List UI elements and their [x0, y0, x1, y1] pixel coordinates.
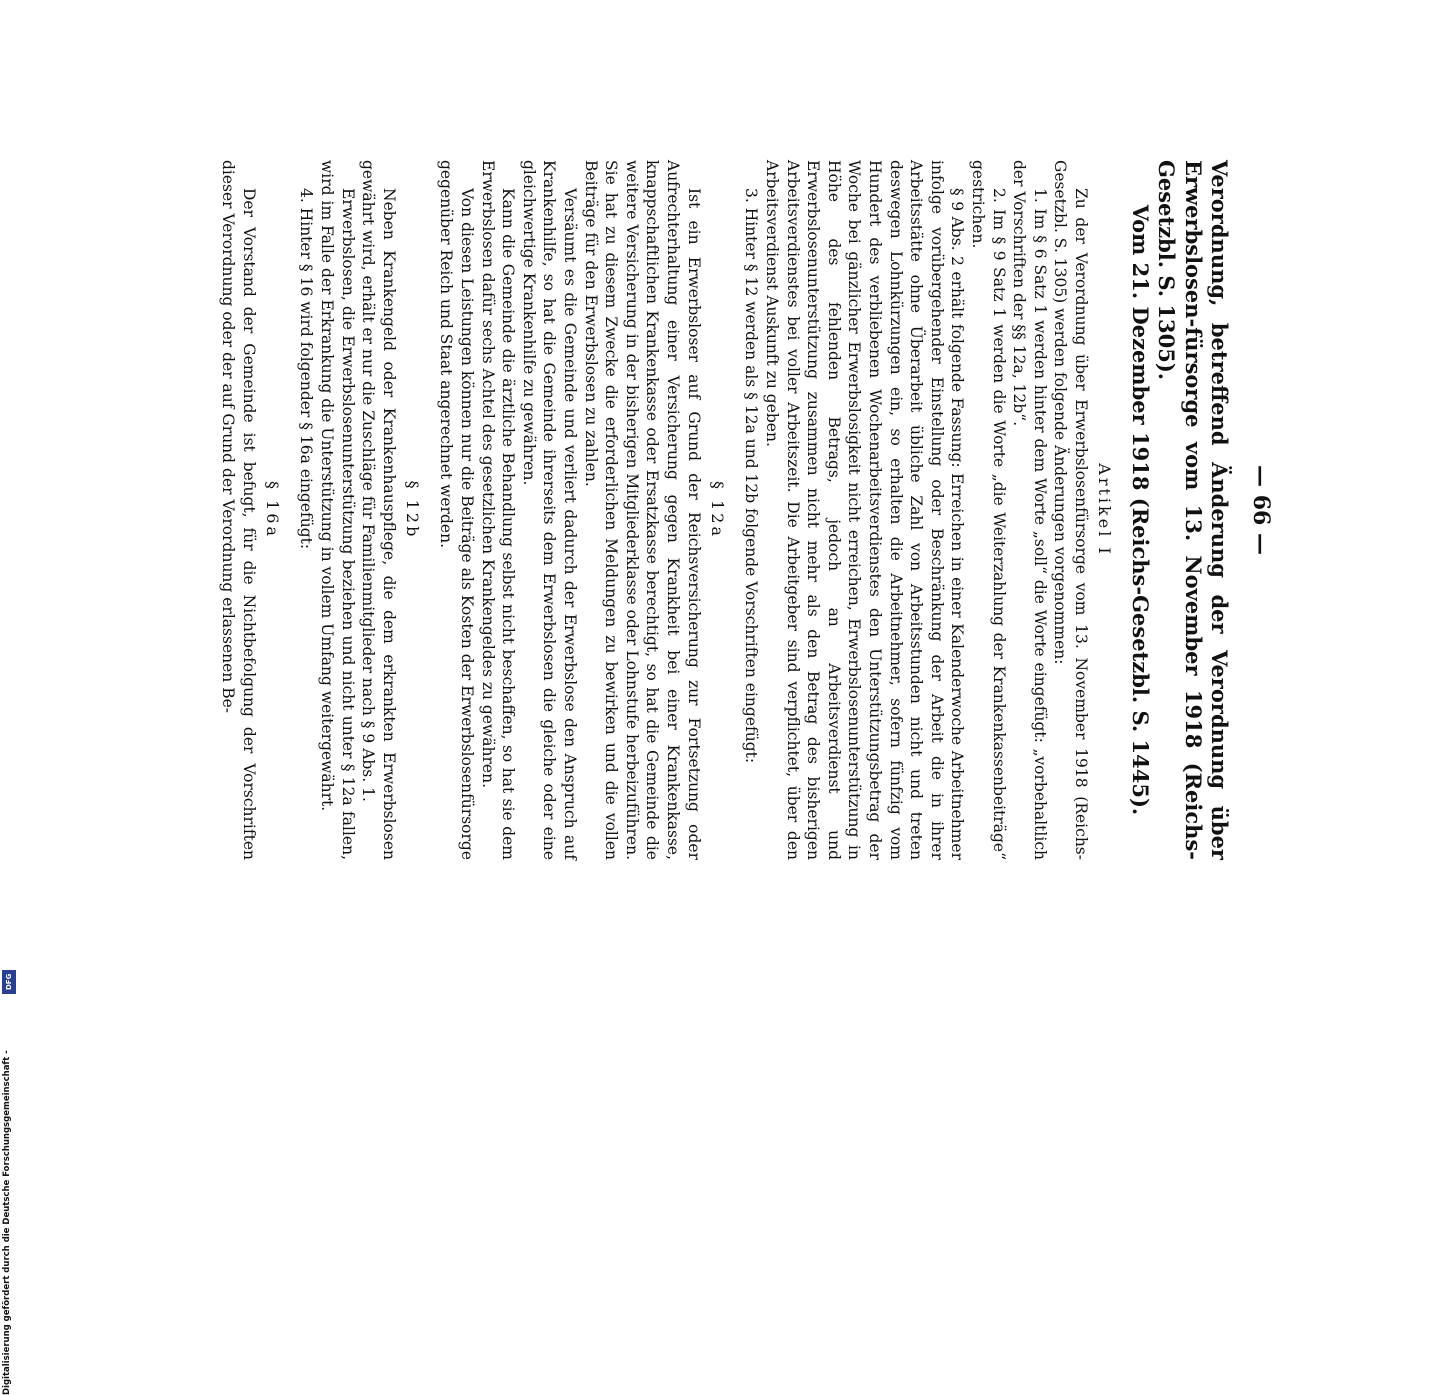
body-paragraph: 4. Hinter § 16 wird folgender § 16a eingefügt:	[297, 188, 316, 550]
section-paragraph: Ist ein Erwerbsloser auf Grund der Reichsversicherung zur Fortsetzung oder Aufrechterhaltung einer Versicherung gegen Krankheit bei einer Krankenkasse, knappschaftlichen Krankenkasse oder Ersatzkasse berechtigt, so hat die Gemeinde die weitere Versicherung in der bisherigen Mitgliederklasse oder Lohnstufe herbeizuführen. Sie hat zu diesem Zwecke die erforderlichen Meldungen zu bewirken und die vollen Beiträge für den Erwerbslosen zu zahlen.	[581, 160, 703, 860]
section-paragraph: Kann die Gemeinde die ärztliche Behandlung selbst nicht beschaffen, so hat sie dem Erwerbslosen dafür sechs Achtel des gesetzlichen Krankengeldes zu gewähren.	[478, 160, 518, 860]
dfg-logo: DFG	[2, 970, 16, 994]
section-paragraph: Versäumt es die Gemeinde und verliert dadurch der Erwerbslose den Anspruch auf Krankenhilfe, so hat die Gemeinde ihrerseits dem Erwerbslosen die gleiche oder eine gleichwertige Krankenhilfe zu gewähren.	[519, 160, 580, 860]
section-paragraph: Von diesen Leistungen können nur die Beiträge als Kosten der Erwerbslosenfürsorge gegenüber Reich und Staat angerechnet werden.	[437, 160, 476, 860]
section-heading-12a: § 12a	[707, 481, 727, 539]
section-heading-12b: § 12b	[402, 480, 422, 540]
body-paragraph: § 9 Abs. 2 erhält folgende Fassung: Erreichen in einer Kalenderwoche Arbeitnehmer infolge vorübergehender Einstellung oder Beschränkung der Arbeit die in ihrer Arbeitsstätte ohne Überarbeit übliche Zahl von Arbeitsstunden nicht und treten deswegen Lohnkürzungen ein, so erhalten die Arbeitnehmer, sofern fünfzig vom Hundert des verbliebenen Wochenarbeitsverdienstes den Unterstützungsbetrag der Woche bei gänzlicher Erwerbslosigkeit nicht erreichen, Erwerbslosenunterstützung in Höhe des fehlenden Betrags, jedoch an Arbeitsverdienst und Erwerbslosenunterstützung zusammen nicht mehr als den Betrag des bisherigen Arbeitsverdienstes bei voller Arbeitszeit. Die Arbeitgeber sind verpflichtet, über den Arbeitsverdienst Auskunft zu geben.	[762, 160, 967, 860]
page-number: — 66 —	[1248, 465, 1274, 555]
section-paragraph: Erwerbslosen, die Erwerbslosenunterstützung beziehen und nicht unter § 12a fallen, wird im Falle der Erkrankung die Unterstützung in vollem Umfang weitergewährt.	[317, 160, 357, 860]
digitization-credit: Digitalisierung gefördert durch die Deutsche Forschungsgemeinschaft -	[2, 1050, 12, 1395]
section-paragraph: Der Vorstand der Gemeinde ist befugt, für die Nichtbefolgung der Vorschriften dieser Verordnung oder der auf Grund der Verordnung erlassenen Be-	[219, 160, 258, 860]
document-title: Verordnung, betreffend Änderung der Verordnung über Erwerbslosen-fürsorge vom 13. November 1918 (Reichs-Gesetzbl. S. 1305).	[1154, 160, 1232, 860]
section-paragraph: Neben Krankengeld oder Krankenhauspflege, die dem erkrankten Erwerbslosen gewährt wird, erhält er nur die Zuschläge für Familienmitglieder nach § 9 Abs. 1.	[359, 160, 398, 860]
article-heading: Artikel I	[1095, 463, 1115, 557]
body-paragraph: Zu der Verordnung über Erwerbslosenfürsorge vom 13. November 1918 (Reichs-Gesetzbl. S. 1305) werden folgende Änderungen vorgenommen:	[1051, 160, 1091, 860]
document-date: Vom 21. Dezember 1918 (Reichs-Gesetzbl. S. 1445).	[1128, 204, 1154, 816]
section-heading-16a: § 16a	[262, 481, 282, 539]
document-text	[218, 160, 1274, 860]
body-paragraph: 2. Im § 9 Satz 1 werden die Worte „die Weiterzahlung der Krankenkassenbeiträge“ gestrichen.	[969, 160, 1008, 860]
body-paragraph: 1. Im § 6 Satz 1 werden hinter dem Worte „soll“ die Worte eingefügt: „vorbehaltlich der Vorschriften der §§ 12a, 12b“.	[1010, 160, 1049, 860]
body-paragraph: 3. Hinter § 12 werden als § 12a und 12b folgende Vorschriften eingefügt:	[742, 188, 761, 764]
